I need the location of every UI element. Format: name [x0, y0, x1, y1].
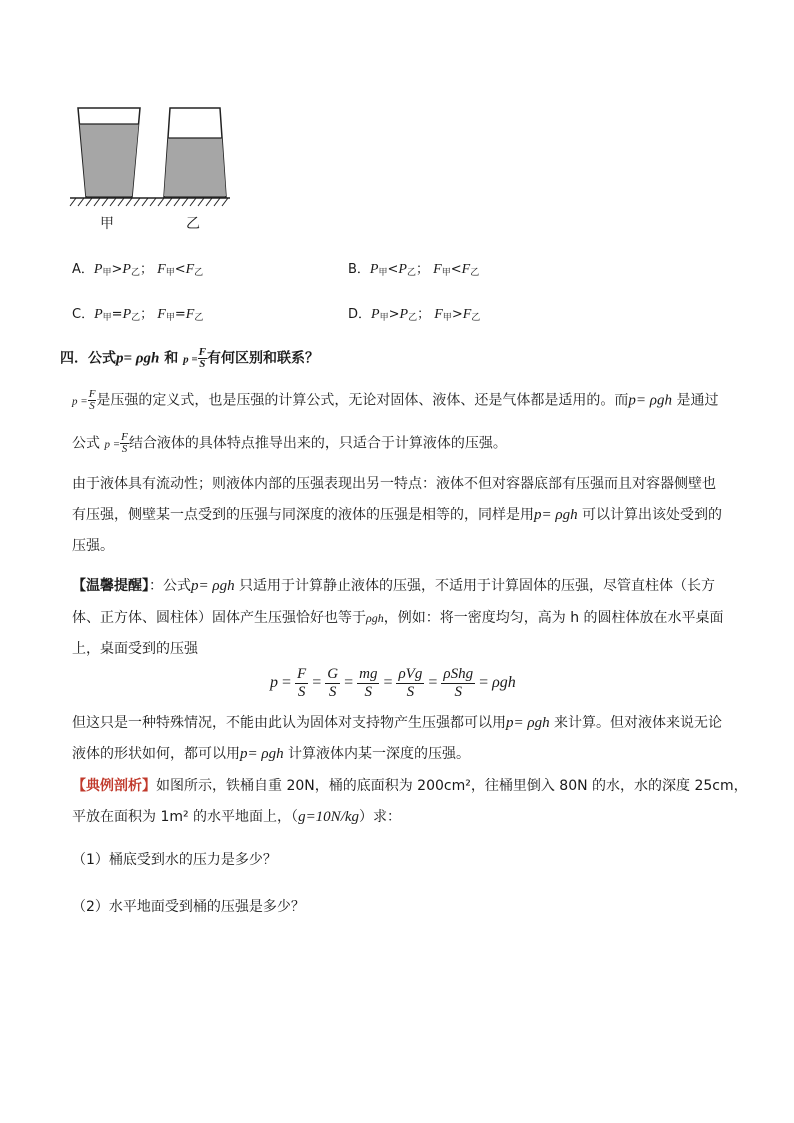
figure-label-jia: 甲 — [100, 216, 114, 232]
tip-line2: 体、正方体、圆柱体）固体产生压强恰好也等于ρgh，例如：将一密度均匀，高为 h 的圆柱体放在水平桌面 — [72, 610, 724, 626]
derivation-result: ρgh — [492, 674, 516, 692]
section-heading: 四．公式p= ρgh 和 p = $\frac{F}{S}$ 有何区别和联系？ — [60, 346, 319, 370]
example-line2: 平放在面积为 1m² 的水平地面上，（g=10N/kg）求： — [72, 809, 402, 825]
derivation-equals: = — [312, 674, 322, 692]
derivation-equals: = — [344, 674, 354, 692]
container-jia-water — [80, 124, 139, 196]
option-a[interactable]: A．$P_甲>P_乙$； $F_甲<F_乙$ — [72, 262, 204, 278]
example-line1: 【典例剖析】如图所示，铁桶自重 20N，桶的底面积为 200cm²，往桶里倒入 80N 的水，水的深度 25cm， — [72, 778, 748, 794]
tip-line4: 但这只是一种特殊情况，不能由此认为固体对支持物产生压强都可以用p= ρgh 来计算。但对液体来说无论 — [72, 715, 723, 731]
example-tag: 【典例剖析】 — [72, 778, 156, 794]
figure-label-yi: 乙 — [186, 216, 200, 232]
para2-line3: 压强。 — [72, 538, 114, 554]
tip-line1: 【温馨提醒】：公式p= ρgh 只适用于计算静止液体的压强，不适用于计算固体的压强，尽管直柱体（长方 — [72, 578, 716, 594]
derivation-equals: = — [282, 674, 292, 692]
tip-line5: 液体的形状如何，都可以用p= ρgh 计算液体内某一深度的压强。 — [72, 746, 471, 762]
option-c[interactable]: C．$P_甲=P_乙$； $F_甲=F_乙$ — [72, 307, 204, 323]
derivation-equals: = — [428, 674, 438, 692]
derivation-fraction-2: $\frac{G}{S}$ — [327, 666, 339, 700]
derivation-equals: = — [383, 674, 393, 692]
derivation-fraction-4: $\frac{\text{ρVg}}{S}$ — [398, 666, 423, 700]
container-figure — [68, 100, 238, 240]
para2-line1: 由于液体具有流动性；则液体内部的压强表现出另一特点：液体不但对容器底部有压强而且对容器侧壁也 — [72, 476, 716, 492]
option-b[interactable]: B．$P_甲<P_乙$； $F_甲<F_乙$ — [348, 262, 480, 278]
option-d[interactable]: D．$P_甲>P_乙$； $F_甲>F_乙$ — [348, 307, 481, 323]
question-2: （2）水平地面受到桶的压强是多少？ — [72, 899, 305, 915]
derivation-fraction-5: $\frac{\text{ρShg}}{S}$ — [443, 666, 474, 700]
para2-line2: 有压强，侧壁某一点受到的压强与同深度的液体的压强是相等的，同样是用p= ρgh 可以计算出该处受到的 — [72, 507, 723, 523]
para1-line1: p = $\frac{F}{S}$ 是压强的定义式，也是压强的计算公式，无论对固体、液体、还是气体都是适用的。而p= ρgh 是通过 — [72, 388, 719, 412]
tip-line3: 上，桌面受到的压强 — [72, 641, 198, 657]
container-yi-water — [164, 138, 226, 196]
question-1: （1）桶底受到水的压力是多少？ — [72, 852, 277, 868]
derivation-equals: = — [479, 674, 489, 692]
tip-tag: 【温馨提醒】 — [72, 578, 149, 594]
para1-line2: 公式 p = $\frac{F}{S}$ 结合液体的具体特点推导出来的，只适合于计算液体的压强。 — [72, 431, 507, 455]
ground-hatch — [70, 198, 228, 206]
derivation-formula — [270, 666, 516, 701]
derivation-fraction-3: $\frac{mg}{S}$ — [359, 666, 378, 700]
derivation-fraction-1: $\frac{F}{S}$ — [297, 666, 307, 700]
derivation-p: p — [270, 674, 278, 692]
